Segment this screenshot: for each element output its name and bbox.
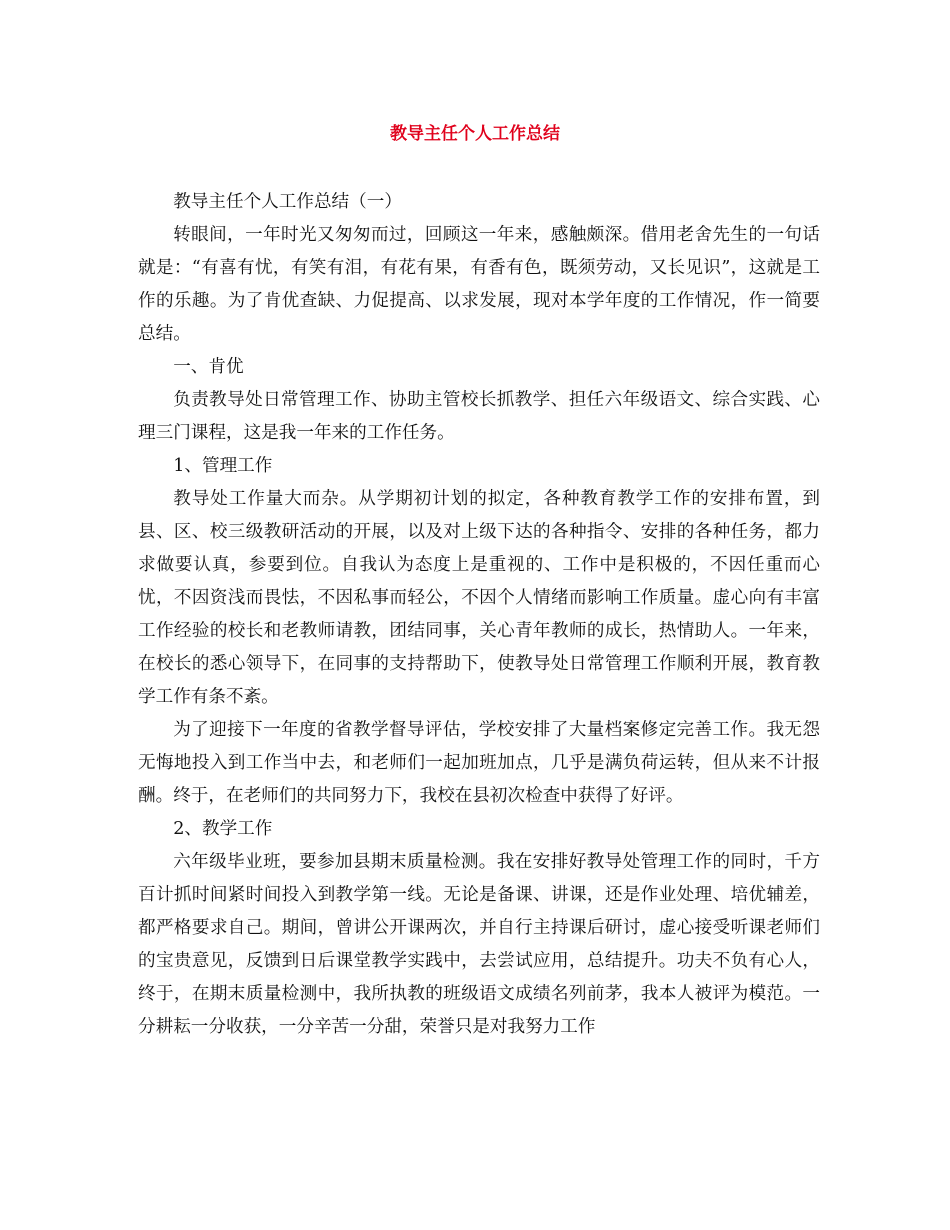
intro-paragraph: 转眼间，一年时光又匆匆而过，回顾这一年来，感触颇深。借用老舍先生的一句话就是：“有喜有忧，有笑有泪，有花有果，有香有色，既须劳动，又长见识”，这就是工作的乐趣。为了肯优查缺、力促提高、以求发展，现对本学年度的工作情况，作一简要总结。 <box>138 225 820 344</box>
duties-paragraph: 负责教导处日常管理工作、协助主管校长抓教学、担任六年级语文、综合实践、心理三门课程，这是我一年来的工作任务。 <box>138 390 820 443</box>
section-heading-1: 一、肯优 <box>173 357 244 377</box>
management-paragraph: 教导处工作量大而杂。从学期初计划的拟定，各种教育教学工作的安排布置，到县、区、校三级教研活动的开展，以及对上级下达的各种指令、安排的各种任务，都力求做要认真，参要到位。自我认为态度上是重视的、工作中是积极的，不因任重而心忧，不因资浅而畏怯，不因私事而轻公，不因个人情绪而影响工作质量。虚心向有丰富工作经验的校长和老教师请教，团结同事，关心青年教师的成长，热情助人。一年来，在校长的悉心领导下，在同事的支持帮助下，使教导处日常管理工作顺利开展，教育教学工作有条不紊。 <box>138 489 820 707</box>
evaluation-paragraph: 为了迎接下一年度的省教学督导评估，学校安排了大量档案修定完善工作。我无怨无悔地投入到工作当中去，和老师们一起加班加点，几乎是满负荷运转，但从来不计报酬。终于，在老师们的共同努力下，我校在县初次检查中获得了好评。 <box>138 720 820 806</box>
teaching-paragraph: 六年级毕业班，要参加县期末质量检测。我在安排好教导处管理工作的同时，千方百计抓时间紧时间投入到教学第一线。无论是备课、讲课，还是作业处理、培优辅差，都严格要求自己。期间，曾讲公开课两次，并自行主持课后研讨，虚心接受听课老师们的宝贵意见，反馈到日后课堂教学实践中，去尝试应用，总结提升。功夫不负有心人，终于，在期末质量检测中，我所执教的班级语文成绩名列前茅，我本人被评为模范。一分耕耘一分收获，一分辛苦一分甜，荣誉只是对我努力工作 <box>138 852 820 1037</box>
subsection-heading-management: 1、管理工作 <box>173 456 273 476</box>
subtitle-paragraph: 教导主任个人工作总结（一） <box>173 192 402 212</box>
document-title: 教导主任个人工作总结 <box>390 124 560 144</box>
document-body <box>138 186 820 1044</box>
subsection-heading-teaching: 2、教学工作 <box>173 819 273 839</box>
